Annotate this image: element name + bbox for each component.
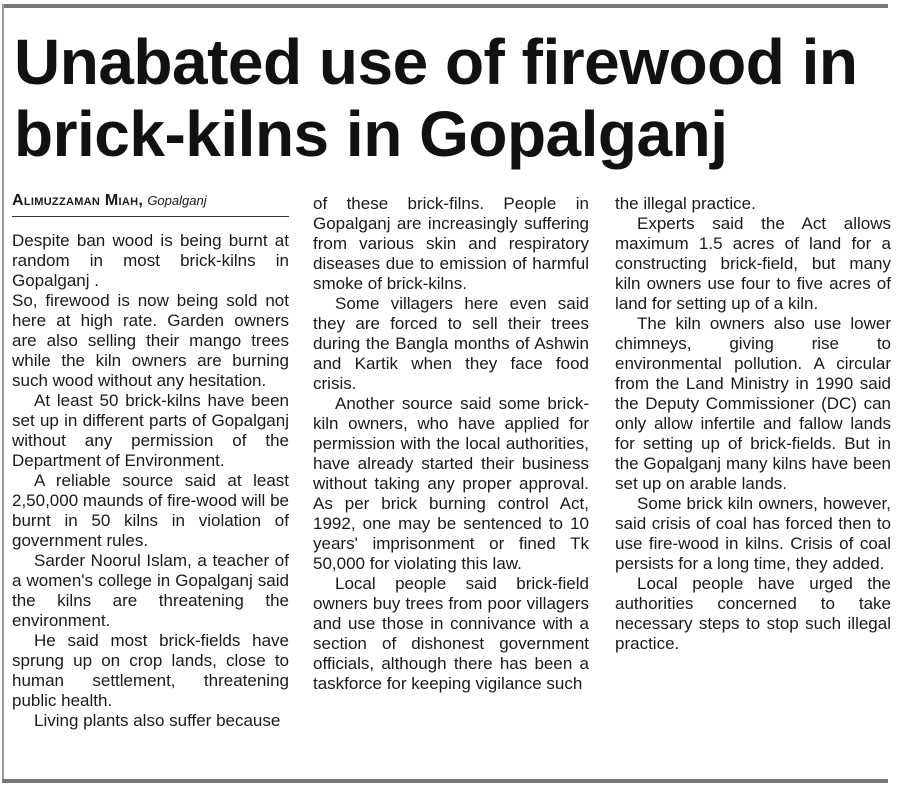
paragraph: of these brick-filns. People in Gopalganj are increasingly suffering from various skin and respiratory diseases due to emission of harmful smoke of brick-kilns. — [313, 194, 589, 293]
paragraph: Living plants also suffer because — [34, 711, 281, 730]
paragraph: A reliable source said at least 2,50,000 maunds of fire-wood will be burnt in 50 kilns in violation of government rules. — [12, 471, 289, 550]
paragraph: Sarder Noorul Islam, a teacher of a women's college in Gopalganj said the kilns are threatening the environment. — [12, 551, 289, 630]
bottom-border-rule — [2, 779, 888, 783]
paragraph: He said most brick-fields have sprung up on crop lands, close to human settlement, threatening public health. — [12, 631, 289, 710]
article-column-1 — [12, 192, 289, 731]
paragraph: Some villagers here even said they are forced to sell their trees during the Bangla months of Ashwin and Kartik when they face food crisis. — [313, 294, 589, 393]
paragraph: Despite ban wood is being burnt at random in most brick-kilns in Gopalganj . — [12, 231, 289, 290]
paragraph: Experts said the Act allows maximum 1.5 acres of land for a constructing brick-field, but many kiln owners use four to five acres of land for setting up of a kiln. — [615, 214, 891, 313]
top-border-rule — [2, 4, 888, 8]
paragraph: the illegal practice. — [615, 194, 756, 213]
paragraph: So, firewood is now being sold not here at high rate. Garden owners are also selling their mango trees while the kiln owners are burning such wood without any hesitation. — [12, 291, 289, 390]
byline — [12, 192, 289, 217]
paragraph: Local people have urged the authorities concerned to take necessary steps to stop such illegal practice. — [615, 574, 891, 653]
byline-location: Gopalganj — [147, 193, 207, 208]
article-column-3 — [615, 194, 891, 654]
paragraph: Another source said some brick-kiln owners, who have applied for permission with the local authorities, have already started their business without taking any proper approval. As per brick burning control Act, 1992, one may be sentenced to 10 years' imprisonment or fined Tk 50,000 for violating this law. — [313, 394, 589, 573]
paragraph: Some brick kiln owners, however, said crisis of coal has forced then to use fire-wood in kilns. Crisis of coal persists for a long time, they added. — [615, 494, 891, 573]
paragraph: At least 50 brick-kilns have been set up in different parts of Gopalganj without any permission of the Department of Environment. — [12, 391, 289, 470]
byline-author: Alimuzzaman Miah, — [12, 192, 144, 209]
left-border-rule — [2, 4, 4, 782]
paragraph: Local people said brick-field owners buy trees from poor villagers and use those in connivance with a section of dishonest government officials, although there has been a taskforce for keeping vigilance such — [313, 574, 589, 693]
headline: Unabated use of firewood in brick-kilns in Gopalganj — [14, 26, 858, 170]
article-column-2 — [313, 194, 589, 694]
paragraph: The kiln owners also use lower chimneys, giving rise to environmental pollution. A circular from the Land Ministry in 1990 said the Deputy Commissioner (DC) can only allow infertile and fallow lands for setting up of brick-fields. But in the Gopalganj many kilns have been set up on arable lands. — [615, 314, 891, 493]
